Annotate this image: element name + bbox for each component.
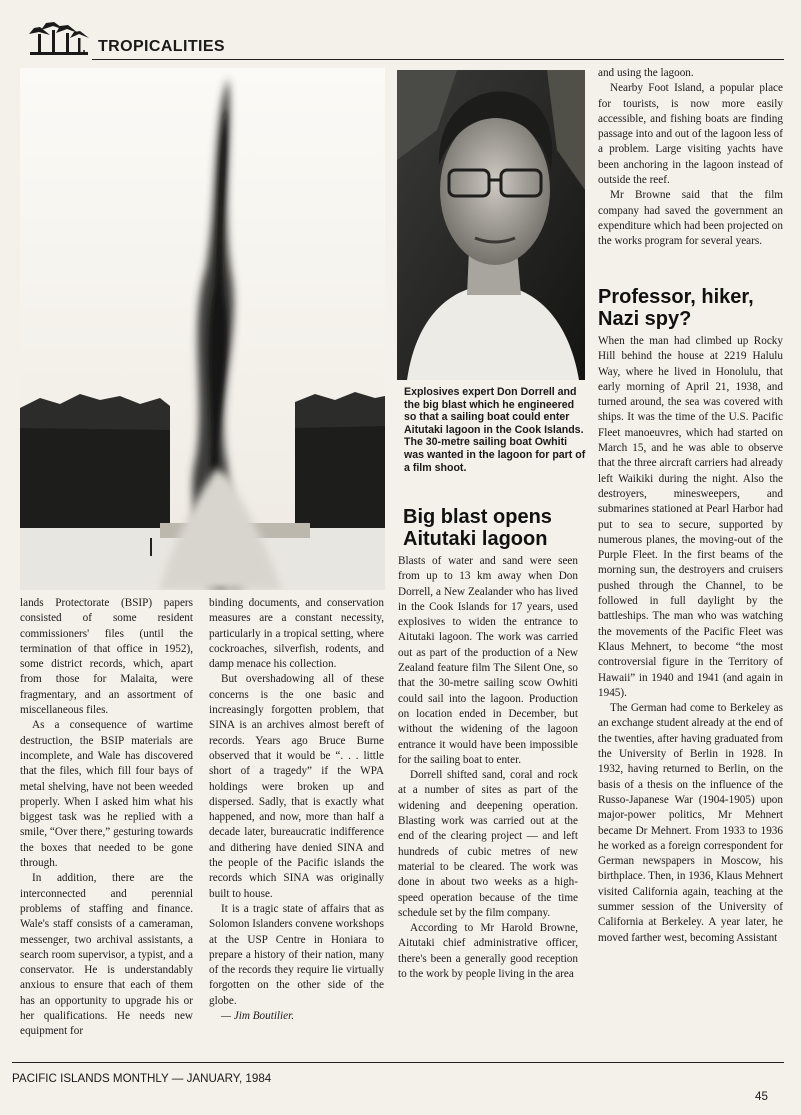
paragraph: Blasts of water and sand were seen from up to 13 km away when Don Dorrell, a New Zealander who has lived in the Cook Islands for 17 years, used explosives to widen the entrance to Aitutaki lagoon. The work was carried out as part of the production of a New Zealand feature film The Silent One, so that the 30-metre sailing scow Owhiti could sail into the lagoon. Production on location ended in December, but without the widening of the lagoon entrance it would have been impossible for the sailing boat to enter. bbox=[398, 555, 578, 766]
blast-column-1 bbox=[398, 554, 578, 982]
section-title: TROPICALITIES bbox=[98, 38, 225, 55]
paragraph: lands Protectorate (BSIP) papers consisted of some resident commissioners' files (until the termination of that office in 1952), some district records, which, apart from those for Malaita, were fragmentary, and an assortment of miscellaneous files. bbox=[20, 597, 193, 717]
publication-footer: PACIFIC ISLANDS MONTHLY — JANUARY, 1984 bbox=[12, 1072, 272, 1085]
archives-column-2 bbox=[209, 596, 384, 1024]
archives-column-1 bbox=[20, 596, 193, 1040]
palm-trees-icon bbox=[28, 20, 90, 58]
paragraph: binding documents, and conservation measures are a constant necessity, particularly in a tropical setting, where cockroaches, silverfish, rodents, and damp menace his collection. bbox=[209, 597, 384, 671]
explosion-photo bbox=[20, 68, 385, 590]
paragraph: When the man had climbed up Rocky Hill behind the house at 2219 Halulu Way, where he lived in Honolulu, that early morning of April 21, 1938, and turned around, the sea was covered with ships. It was the time of the U.S. Pacific Fleet manoeuvres, which had started on March 15, and he was able to observe that the three aircraft carriers had already left Waikiki during the night. Also the destroyers, minesweepers, and submarines stationed at Pearl Harbor had put to sea to secure, supported by numerous planes, the moving-out of the Purple Fleet. In the first beams of the morning sun, the destroyers and cruisers pushed through the Channel, to be followed in full daylight by the battleships. The man who was watching the movements of the Pacific Fleet was Klaus Mehnert, to become “the most controversial figure in the Territory of Hawaii” in 1940 and 1941 (and again in 1945). bbox=[598, 335, 783, 699]
paragraph: In addition, there are the interconnected and perennial problems of staffing and finance. Wale's staff consists of a cameraman, messenger, two archival assistants, a search room supervisor, a typist, and a conservator. He is understandably anxious to ensure that each of them has an opportunity to upgrade his or her qualifications. He needs new equipment for bbox=[20, 872, 193, 1038]
photo-caption: Explosives expert Don Dorrell and the big blast which he engineered so that a sailing boat could enter Aitutaki lagoon in the Cook Islands. The 30-metre sailing boat Owhiti was wanted in the lagoon for part of a film shoot. bbox=[404, 386, 586, 474]
byline: — Jim Boutilier. bbox=[221, 1010, 295, 1023]
page-number: 45 bbox=[755, 1090, 768, 1103]
paragraph: But overshadowing all of these concerns is the one basic and increasingly forgotten problem, that SINA is an archives almost bereft of records. Years ago Bruce Burne observed that it would be “. . . little short of a tragedy” if the WPA holdings were broken up and dispersed. Sadly, that is exactly what happened, and now, more than half a decade later, bureaucratic indifference and dithering have denied SINA and the people of the Pacific islands the records which SINA was originally built to house. bbox=[209, 673, 384, 900]
paragraph: Mr Browne said that the film company had saved the government an expenditure which had been projected on the works program for several years. bbox=[598, 189, 783, 248]
footer-rule bbox=[12, 1062, 784, 1063]
paragraph: It is a tragic state of affairs that as Solomon Islanders convene workshops at the USP Centre in Honiara to prepare a history of their nation, many of the records they require lie virtually forgotten on the other side of the globe. bbox=[209, 902, 384, 1007]
blast-column-2 bbox=[598, 66, 783, 250]
article-headline: Big blast opens Aitutaki lagoon bbox=[403, 506, 552, 550]
article-headline: Professor, hiker, Nazi spy? bbox=[598, 286, 754, 330]
paragraph: The German had come to Berkeley as an exchange student already at the end of the twenties, after having graduated from the University of Berlin in 1928. In 1932, having returned to Berlin, on the basis of a thesis on the influence of the Russo-Japanese War (1904-1905) upon major-power politics, Mr Mehnert became Dr Mehnert. From 1933 to 1936 he worked as a foreign correspondent for German newspapers in Moscow, his birthplace. Then, in 1936, Klaus Mehnert visited California again, teaching at the summer session of the University of California at Berkeley. A year later, he moved farther west, becoming Assistant bbox=[598, 702, 783, 944]
paragraph: As a consequence of wartime destruction, the BSIP materials are incomplete, and Wale has discovered that the files, which fill four bays of metal shelving, have not been weeded properly. When I asked him what his biggest task was he replied with a smile, “Over there,” gesturing towards the boxes that needed to be gone through. bbox=[20, 719, 193, 870]
paragraph: According to Mr Harold Browne, Aitutaki chief administrative officer, there's been a generally good reception to the work by people living in the area bbox=[398, 922, 578, 981]
paragraph: Nearby Foot Island, a popular place for tourists, is now more easily accessible, and fishing boats are finding passage into and out of the lagoon less of a problem. Large visiting yachts have been anchoring in the lagoon instead of outside the reef. bbox=[598, 82, 783, 187]
spy-column bbox=[598, 334, 783, 946]
paragraph: Dorrell shifted sand, coral and rock at a number of sites as part of the widening and deepening operation. Blasting work was carried out at the end of the clearing project — and left hundreds of cubic metres of new material to be cleared. The work was done in about two weeks as a high-speed operation because of the time schedule set by the film company. bbox=[398, 769, 578, 919]
paragraph: and using the lagoon. bbox=[598, 67, 694, 79]
portrait-photo bbox=[397, 70, 585, 380]
header-rule bbox=[92, 59, 784, 60]
